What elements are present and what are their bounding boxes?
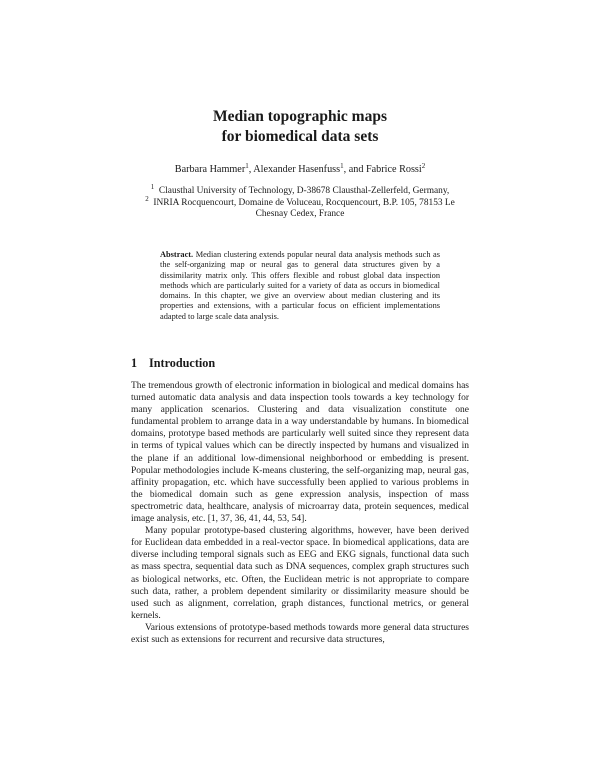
author-affiliation-mark: 1 — [340, 162, 344, 170]
author-name: Alexander Hasenfuss — [253, 164, 341, 175]
affiliation-text: INRIA Rocquencourt, Domaine de Voluceau, Rocquencourt, B.P. 105, 78153 Le — [153, 197, 455, 208]
abstract — [160, 250, 440, 322]
affiliation-1 — [140, 183, 460, 198]
title-line-2: for biomedical data sets — [221, 128, 379, 145]
section-number: 1 — [131, 356, 138, 370]
affiliations — [140, 183, 460, 221]
affiliation-2 — [140, 194, 460, 210]
body-paragraph: Various extensions of prototype-based methods towards more general data structures exist such as extensions for recurrent and recursive data structures, — [131, 622, 469, 645]
author-list — [0, 163, 600, 176]
body-paragraph: The tremendous growth of electronic information in biological and medical domains has turned automatic data analysis and data inspection tools towards a key technology for many application scenarios. Clustering and data visualization constitute one fundamental problem to arrange data in a way understandable by humans. In biomedical domains, prototype based methods are particularly well suited since they represent data in terms of typical values which can be directly inspected by humans and visualized in the plane if an additional low-dimensional neighborhood or embedding is present. Popular methodologies include K-means clustering, the self-organizing map, neural gas, affinity propagation, etc. which have successfully been applied to various problems in the biomedical domain such as gene expression analysis, inspection of mass spectrometric data, healthcare, analysis of microarray data, protein sequences, medical image analysis, etc. [1, 37, 36, 41, 44, 53, 54]. — [131, 381, 469, 525]
author-separator: , and — [343, 164, 366, 175]
affiliation-2-continued: Chesnay Cedex, France — [255, 209, 345, 220]
section-heading — [131, 356, 215, 371]
body-paragraph: Many popular prototype-based clustering algorithms, however, have been derived for Euclidean data embedded in a real-vector space. In biomedical applications, data are diverse including temporal signals such as EEG and EKG signals, functional data such as mass spectra, sequential data such as DNA sequences, complex graph structures such as biological networks, etc. Often, the Euclidean metric is not appropriate to compare such data, rather, a problem dependent similarity or dissimilarity measure should be used such as alignment, correlation, graph distances, functional metrics, or general kernels. — [131, 526, 469, 621]
author-affiliation-mark: 2 — [421, 162, 426, 170]
affiliation-mark: 1 — [150, 183, 155, 191]
abstract-text: Median clustering extends popular neural data analysis methods such as the self-organizing map or neural gas to general data structures given by a dissimilarity matrix only. This offers flexible and robust global data inspection methods which are particularly suited for a variety of data as occurs in biomedical domains. In this chapter, we give an overview about median clustering and its properties and extensions, with a particular focus on efficient implementations adapted to large scale data analysis. — [160, 250, 440, 321]
paper-title — [0, 107, 600, 147]
title-line-1: Median topographic maps — [213, 108, 387, 125]
author-name: Barbara Hammer — [174, 164, 246, 175]
section-title: Introduction — [149, 356, 216, 370]
section-body — [131, 380, 469, 646]
author-affiliation-mark: 1 — [245, 162, 249, 170]
abstract-label: Abstract. — [160, 250, 194, 259]
author-name: Fabrice Rossi — [365, 164, 422, 175]
affiliation-text: Clausthal University of Technology, D-38678 Clausthal-Zellerfeld, Germany, — [158, 186, 450, 196]
author-separator: , — [248, 164, 254, 175]
affiliation-mark: 2 — [145, 194, 149, 203]
